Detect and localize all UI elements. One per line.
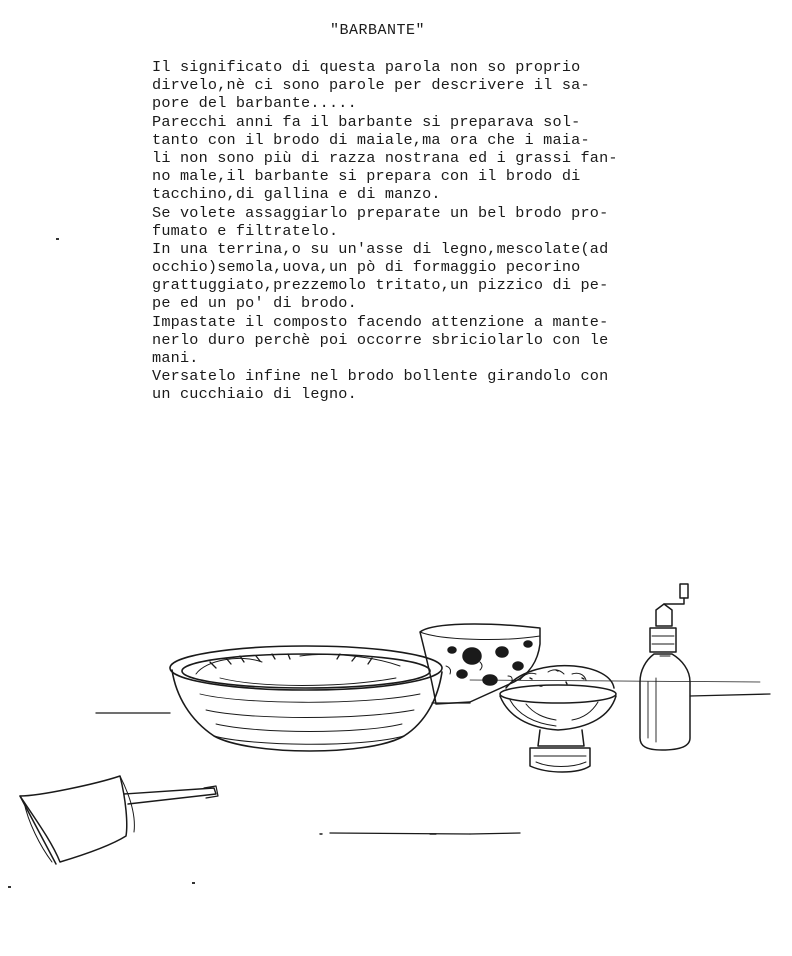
text-line: pore del barbante..... bbox=[152, 94, 357, 113]
oil-bottle-drawing bbox=[640, 584, 690, 750]
text-line: dirvelo,nè ci sono parole per descrivere il sa- bbox=[152, 76, 590, 95]
text-line: li non sono più di razza nostrana ed i grassi fan- bbox=[152, 148, 618, 167]
text-line: Impastate il composto facendo attenzione a mante- bbox=[152, 312, 609, 331]
recipe-body bbox=[152, 58, 692, 404]
text-line: pe ed un po' di brodo. bbox=[152, 294, 357, 313]
kitchen-illustration bbox=[0, 570, 792, 910]
text-line: In una terrina,o su un'asse di legno,mescolate(ad bbox=[152, 239, 609, 258]
text-line: fumato e filtratelo. bbox=[152, 221, 339, 240]
text-line: grattuggiato,prezzemolo tritato,un pizzico di pe- bbox=[152, 276, 609, 295]
text-line: no male,il barbante si prepara con il brodo di bbox=[152, 167, 581, 186]
grated-cheese-bowl-drawing bbox=[500, 666, 616, 772]
mixing-bowl-drawing bbox=[170, 646, 442, 751]
text-line: tanto con il brodo di maiale,ma ora che i maia- bbox=[152, 130, 590, 149]
dustpan-drawing bbox=[20, 776, 218, 864]
text-line: occhio)semola,uova,un pò di formaggio pecorino bbox=[152, 258, 581, 277]
text-line: un cucchiaio di legno. bbox=[152, 385, 357, 404]
text-line: Il significato di questa parola non so proprio bbox=[152, 58, 581, 76]
text-line: Versatelo infine nel brodo bollente girandolo con bbox=[152, 367, 609, 386]
text-line: Parecchi anni fa il barbante si preparava sol- bbox=[152, 112, 581, 131]
text-line: tacchino,di gallina e di manzo. bbox=[152, 185, 441, 204]
scan-speck bbox=[56, 238, 59, 240]
text-line: mani. bbox=[152, 349, 199, 367]
text-line: Se volete assaggiarlo preparate un bel brodo pro- bbox=[152, 203, 609, 222]
recipe-title: "BARBANTE" bbox=[330, 22, 426, 39]
text-line: nerlo duro perchè poi occorre sbriciolarlo con le bbox=[152, 330, 609, 349]
